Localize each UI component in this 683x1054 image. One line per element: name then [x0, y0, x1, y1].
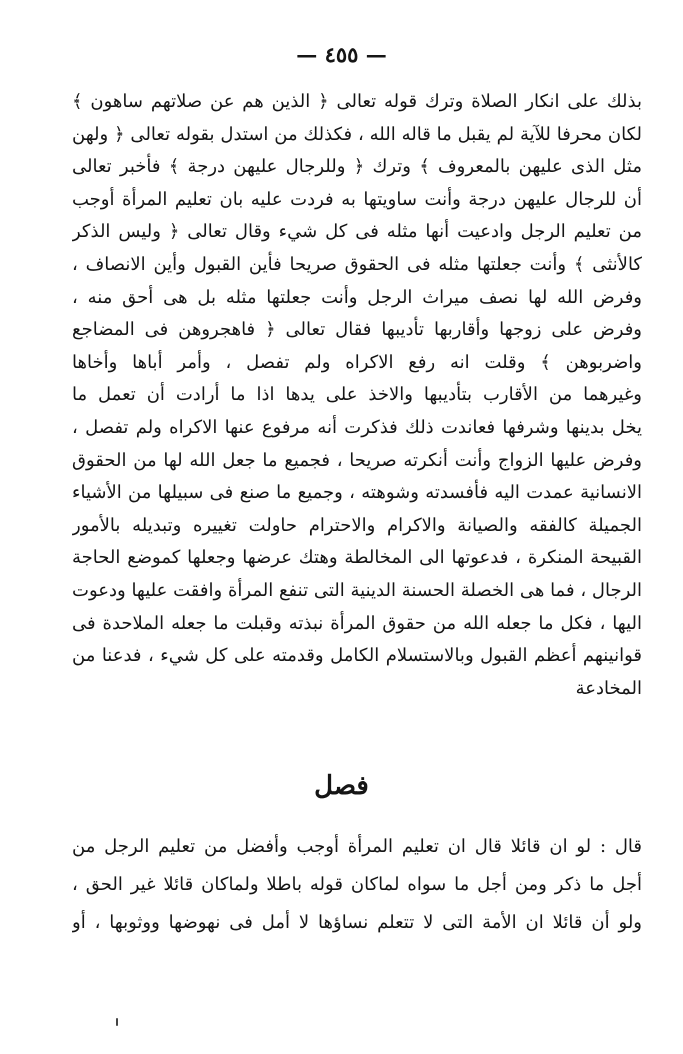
text-line: أن للرجال عليهن درجة وأنت ساويتها به فردت عليه بان تعليم المرأة أوجب: [72, 188, 642, 210]
text-line: الجميلة كالفقه والصيانة والاكرام والاحترام حاولت تغييره وتبديله بالأمور: [72, 514, 642, 536]
text-line: القبيحة المنكرة ، فدعوتها الى المخالطة وهتك عرضها وجعلها كموضع الحاجة: [72, 547, 642, 569]
text-line: يخل بدينها وشرفها فعاندت ذلك فذكرت أنه مرفوع عنها الاكراه ولم تفصل ،: [72, 416, 642, 438]
text-line: لكان محرفا للآية لم يقبل ما قاله الله ، فكذلك من استدل بقوله تعالى ﴿ ولهن: [72, 123, 642, 145]
text-line: من تعليم الرجل وادعيت أنها مثله فى كل شيء وقال تعالى ﴿ وليس الذكر: [72, 221, 642, 243]
section-text-block: [72, 828, 642, 942]
text-line: كالأنثى ﴾ وأنت جعلتها مثله فى الحقوق صريحا فأين القبول وأين الانصاف ،: [72, 253, 642, 275]
text-line: واضربوهن ﴾ وقلت انه رفع الاكراه ولم تفصل ، وأمر أباها وأخاها: [72, 351, 642, 373]
text-line: قوانينهم أعظم القبول وبالاستسلام الكامل وقدمته على كل شيء ، فدعنا من: [72, 645, 642, 667]
text-line: وفرض عليها الزواج وأنت أنكرته صريحا ، فجميع ما جعل الله لها من الحقوق: [72, 449, 642, 471]
section-line: أجل ما ذكر ومن أجل ما سواه لماكان قوله باطلا ولماكان قائلا غير الحق ،: [72, 874, 642, 895]
page-number: — ٤٥٥ —: [296, 42, 387, 67]
text-line: وفرض على زوجها وأقاربها تأديبها فقال تعالى ﴿ فاهجروهن فى المضاجع: [72, 319, 642, 341]
section-line: ولو أن قائلا ان الأمة التى لا تتعلم نساؤها لا أمل فى نهوضها ووثوبها ، أو: [72, 912, 642, 933]
section-line: قال : لو ان قائلا قال ان تعليم المرأة أوجب وأفضل من تعليم الرجل من: [72, 836, 642, 857]
text-line: الرجال ، فما هى الخصلة الحسنة الدينية التى تنفع المرأة وافقت عليها ودعوت: [72, 579, 642, 601]
text-line: المخادعة: [575, 677, 642, 699]
text-line: مثل الذى عليهن بالمعروف ﴾ وترك ﴿ وللرجال عليهن درجة ﴾ فأخبر تعالى: [72, 156, 642, 178]
text-line: وغيرهما من الأقارب بتأديبها والاخذ على يدها اذا ما أرادت أن تعمل ما: [72, 384, 642, 406]
section-heading: فصل: [314, 771, 369, 801]
text-line: الانسانية عمدت اليه فأفسدته وشوهته ، وجميع ما صنع فى سبيلها من الأشياء: [72, 482, 642, 504]
text-line: بذلك على انكار الصلاة وترك قوله تعالى ﴿ الذين هم عن صلاتهم ساهون ﴾: [72, 91, 642, 112]
stray-mark: [116, 1018, 118, 1026]
text-line: اليها ، فكل ما جعله الله من حقوق المرأة نبذته وقبلت ما جعله الملاحدة فى: [72, 612, 642, 634]
text-line: وفرض الله لها نصف ميراث الرجل وأنت جعلتها مثله بل هى أحق منه ،: [72, 286, 642, 308]
main-text-block: [72, 86, 642, 705]
